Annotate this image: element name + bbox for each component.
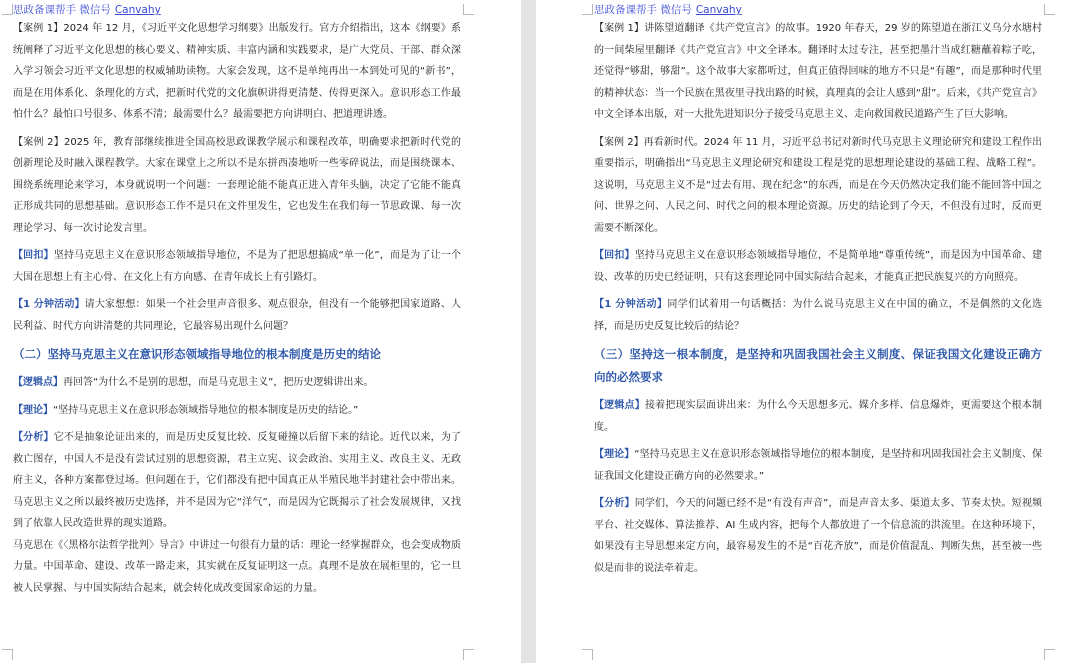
header-link[interactable]: Canvahy	[695, 4, 742, 16]
analysis-tag: 【分析】	[594, 498, 635, 509]
page-corner-mark	[1044, 649, 1055, 660]
activity-text: 请大家想想：如果一个社会里声音很多、观点很杂，但没有一个能够把国家道路、人民利益、时代方向讲清楚的共同理论，它最容易出现什么问题？	[13, 299, 461, 332]
page-corner-mark	[463, 4, 474, 15]
section-heading: （三）坚持这一根本制度，是坚持和巩固我国社会主义制度、保证我国文化建设正确方向的必然要求	[594, 347, 1042, 384]
page-gutter	[521, 0, 536, 663]
callback-paragraph	[13, 245, 461, 288]
document-page-left	[0, 0, 521, 663]
logic-tag: 【逻辑点】	[594, 400, 645, 411]
case-1-tag: 【案例 1】	[13, 23, 64, 34]
section-heading: （二）坚持马克思主义在意识形态领域指导地位的根本制度是历史的结论	[13, 347, 381, 361]
case-2-text: 再看新时代。2024 年 11 月，习近平总书记对新时代马克思主义理论研究和建设工程作出重要指示，明确指出“马克思主义理论研究和建设工程是党的思想理论建设的基础工程、战略工程”。这说明，马克思主义不是“过去有用、现在纪念”的东西，而是在今天仍然决定我们能不能回答中国之问、世界之问、人民之问、时代之问的根本理论资源。历史的结论到了今天，不但没有过时，反而更需要不断深化。	[594, 136, 1042, 234]
case-1-paragraph	[594, 18, 1042, 126]
logic-text: 再回答“为什么不是别的思想，而是马克思主义”，把历史逻辑讲出来。	[63, 377, 374, 388]
page-corner-mark	[463, 649, 474, 660]
document-page-right	[536, 0, 1080, 663]
page-header	[594, 3, 1042, 18]
case-2-tag: 【案例 2】	[13, 136, 64, 148]
case-1-text: 讲陈望道翻译《共产党宣言》的故事。1920 年春天，29 岁的陈望道在浙江义乌分水塘村的一间柴屋里翻译《共产党宣言》中文全译本。翻译时太过专注，甚至把墨汁当成红糖蘸着粽子吃，还觉得“够甜，够甜”。这个故事大家都听过，但真正值得回味的地方不只是“有趣”，而是那种时代里的精神状态：当一个民族在黑夜里寻找出路的时候，真理真的会让人感到“甜”。后来，《共产党宣言》中文全译本出版，对一大批先进知识分子接受马克思主义、走向救国救民道路产生了巨大影响。	[594, 23, 1043, 120]
callback-tag: 【回扣】	[594, 250, 635, 261]
activity-text: 同学们试着用一句话概括：为什么说马克思主义在中国的确立，不是偶然的文化选择，而是历史反复比较后的结论？	[594, 299, 1042, 332]
case-2-paragraph	[13, 132, 461, 240]
page-content	[13, 3, 461, 605]
activity-paragraph	[13, 294, 461, 337]
activity-paragraph	[594, 294, 1042, 337]
page-corner-mark	[582, 649, 593, 660]
logic-paragraph	[13, 372, 461, 394]
page-corner-mark	[1044, 4, 1055, 15]
analysis-text: 它不是抽象论证出来的，而是历史反复比较、反复碰撞以后留下来的结论。近代以来，为了救亡图存，中国人不是没有尝试过别的思想资源，君主立宪、议会政治、实用主义、改良主义、无政府主义，各种方案都登过场。但问题在于，它们都没有把中国真正从半殖民地半封建社会中带出来。马克思主义之所以最终被历史选择，并不是因为它“洋气”，而是因为它既揭示了社会发展规律，又找到了依靠人民改造世界的现实道路。	[13, 432, 462, 529]
page-header	[13, 3, 461, 18]
case-1-text: 2024 年 12 月，《习近平文化思想学习纲要》出版发行。官方介绍指出，这本《纲要》系统阐释了习近平文化思想的核心要义、精神实质、丰富内涵和实践要求，是广大党员、干部、群众深入学习领会习近平文化思想的权威辅助读物。大家会发现，这不是单纯再出一本到处可见的“新书”，而是在用体系化、条理化的方式，把新时代党的文化旗帜讲得更清楚、传得更深入。意识形态工作最怕什么？最怕口号很多、体系不清；最需要什么？最需要把方向讲明白、把道理讲透。	[13, 23, 461, 120]
callback-tag: 【回扣】	[13, 250, 54, 261]
analysis-paragraph	[594, 493, 1042, 579]
case-2-text: 2025 年，教育部继续推进全国高校思政课教学展示和课程改革，明确要求把新时代党的创新理论及时融入课程教学。大家在课堂上之所以不是东拼西凑地听一些零碎说法，而是围绕课本、围绕系统理论来学习，本身就说明一个问题：一套理论能不能真正进入青年头脑，决定了它能不能真正形成共同的思想基础。意识形态工作不是只在文件里发生，它也发生在我们每一节思政课、每一次理论学习、每一次讨论发言里。	[13, 136, 461, 234]
header-link[interactable]: Canvahy	[114, 4, 161, 16]
analysis-text: 同学们，今天的问题已经不是“有没有声音”，而是声音太多、渠道太多、节奏太快。短视频平台、社交媒体、算法推荐、AI 生成内容，把每个人都放进了一个信息流的洪流里。在这种环境下，如果没有主导思想来定方向，最容易发生的不是“百花齐放”，而是价值混乱、判断失焦，甚至被一些似是而非的说法牵着走。	[594, 498, 1042, 574]
quote-paragraph: 马克思在《〈黑格尔法哲学批判〉导言》中讲过一句很有力量的话：理论一经掌握群众，也会变成物质力量。中国革命、建设、改革一路走来，其实就在反复证明这一点。真理不是放在展柜里的，它一旦被人民掌握、与中国实际结合起来，就会转化成改变国家命运的力量。	[13, 539, 461, 594]
header-brand: 思政备课帮手 微信号	[13, 4, 111, 16]
theory-tag: 【理论】	[594, 449, 635, 460]
logic-text: 接着把现实层面讲出来：为什么今天思想多元、媒介多样、信息爆炸，更需要这个根本制度。	[594, 400, 1043, 433]
logic-paragraph	[594, 395, 1042, 438]
logic-tag: 【逻辑点】	[13, 377, 63, 388]
callback-paragraph	[594, 245, 1042, 288]
activity-tag: 【1 分钟活动】	[594, 299, 668, 310]
case-2-tag: 【案例 2】	[594, 136, 644, 148]
header-brand: 思政备课帮手 微信号	[594, 4, 692, 16]
case-2-paragraph	[594, 132, 1042, 240]
case-1-paragraph	[13, 18, 461, 126]
page-corner-mark	[2, 4, 13, 15]
theory-text: “坚持马克思主义在意识形态领域指导地位的根本制度，是坚持和巩固我国社会主义制度、保证我国文化建设正确方向的必然要求。”	[594, 449, 1043, 482]
theory-text: “坚持马克思主义在意识形态领域指导地位的根本制度是历史的结论。”	[53, 404, 359, 416]
theory-paragraph	[594, 444, 1042, 487]
callback-text: 坚持马克思主义在意识形态领域指导地位，不是为了把思想搞成“单一化”，而是为了让一个大国在思想上有主心骨、在文化上有方向感、在青年成长上有引路灯。	[13, 250, 461, 283]
analysis-tag: 【分析】	[13, 432, 54, 443]
analysis-paragraph	[13, 427, 461, 535]
theory-tag: 【理论】	[13, 404, 53, 416]
callback-text: 坚持马克思主义在意识形态领域指导地位，不是简单地“尊重传统”，而是因为中国革命、建设、改革的历史已经证明，只有这套理论同中国实际结合起来，才能真正把民族复兴的方向照亮。	[594, 250, 1042, 283]
theory-paragraph	[13, 400, 461, 422]
page-corner-mark	[582, 4, 593, 15]
activity-tag: 【1 分钟活动】	[13, 299, 85, 310]
page-corner-mark	[2, 649, 13, 660]
page-content	[594, 3, 1042, 585]
case-1-tag: 【案例 1】	[594, 23, 645, 34]
